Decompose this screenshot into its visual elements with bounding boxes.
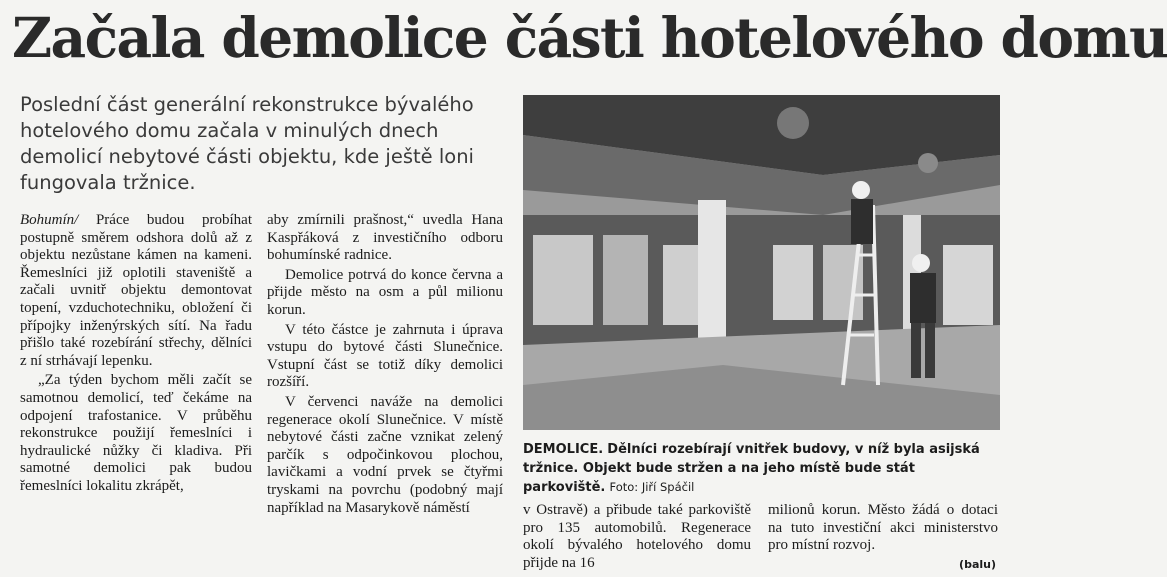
column-1-paragraph-1-text: Práce budou probíhat postupně směrem odshora dolů až z objektu nezůstane kámen na kameni. Řemeslníci již oplotili staveniště a začali uvnitř objektu demontovat topení, vzduchotechniku, obložení či přípojky inženýrských sítí. Na řadu přišlo také rozebírání střechy, dělníci z ní strhávají lepenku. bbox=[20, 212, 252, 369]
caption-label: DEMOLICE. bbox=[523, 442, 604, 457]
article-column-2 bbox=[267, 212, 503, 517]
column-3-paragraph-1: v Ostravě) a přibude také parkoviště pro 135 automobilů. Regenerace okolí bývalého hotelového domu přijde na 16 bbox=[523, 502, 751, 571]
article-photo bbox=[523, 95, 1000, 430]
column-1-paragraph-2: „Za týden bychom měli začít se samotnou demolicí, teď čekáme na odpojení trafostanice. V průběhu rekonstrukce použijí řemeslníci i hydraulické nůžky či kladiva. Při samotné demolici pak budou řemeslníci lokalitu zkrápět, bbox=[20, 372, 252, 494]
article-column-4 bbox=[768, 502, 998, 555]
photo-caption bbox=[523, 440, 1000, 497]
column-2-paragraph-4: V červenci naváže na demolici regenerace okolí Slunečnice. V místě nebytové části začne vznikat zelený parčík s odpočinkovou plochou, lavičkami a vodní prvek se čtyřmi tryskami na povrchu (podobný mají například na Masarykově náměstí bbox=[267, 393, 503, 516]
author-signature: (balu) bbox=[959, 558, 996, 571]
column-2-paragraph-1: aby zmírnili prašnost,“ uvedla Hana Kaspřáková z investičního odboru bohumínské radnice. bbox=[267, 212, 503, 264]
column-2-paragraph-3: V této částce je zahrnuta i úprava vstupu do bytové části Slunečnice. Vstupní část se totiž díky demolici rozšíří. bbox=[267, 321, 503, 391]
caption-text: Dělníci rozebírají vnitřek budovy, v níž byla asijská tržnice. Objekt bude stržen a na jeho místě bude stát parkoviště. bbox=[523, 442, 980, 495]
article-column-1 bbox=[20, 212, 252, 496]
dateline: Bohumín/ bbox=[20, 212, 79, 228]
headline: Začala demolice části hotelového domu bbox=[12, 5, 1167, 70]
column-4-paragraph-1: milionů korun. Město žádá o dotaci na tuto investiční akci ministerstvo pro místní rozvoj. bbox=[768, 502, 998, 554]
column-1-paragraph-1 bbox=[20, 212, 252, 370]
photo-illustration bbox=[523, 95, 1000, 430]
photo-credit: Foto: Jiří Spáčil bbox=[609, 480, 695, 494]
article-column-3 bbox=[523, 502, 751, 572]
lead-paragraph: Poslední část generální rekonstrukce bývalého hotelového domu začala v minulých dnech demolicí nebytové části objektu, kde ještě loni fungovala tržnice. bbox=[20, 93, 474, 194]
column-2-paragraph-2: Demolice potrvá do konce června a přijde město na osm a půl milionu korun. bbox=[267, 266, 503, 318]
